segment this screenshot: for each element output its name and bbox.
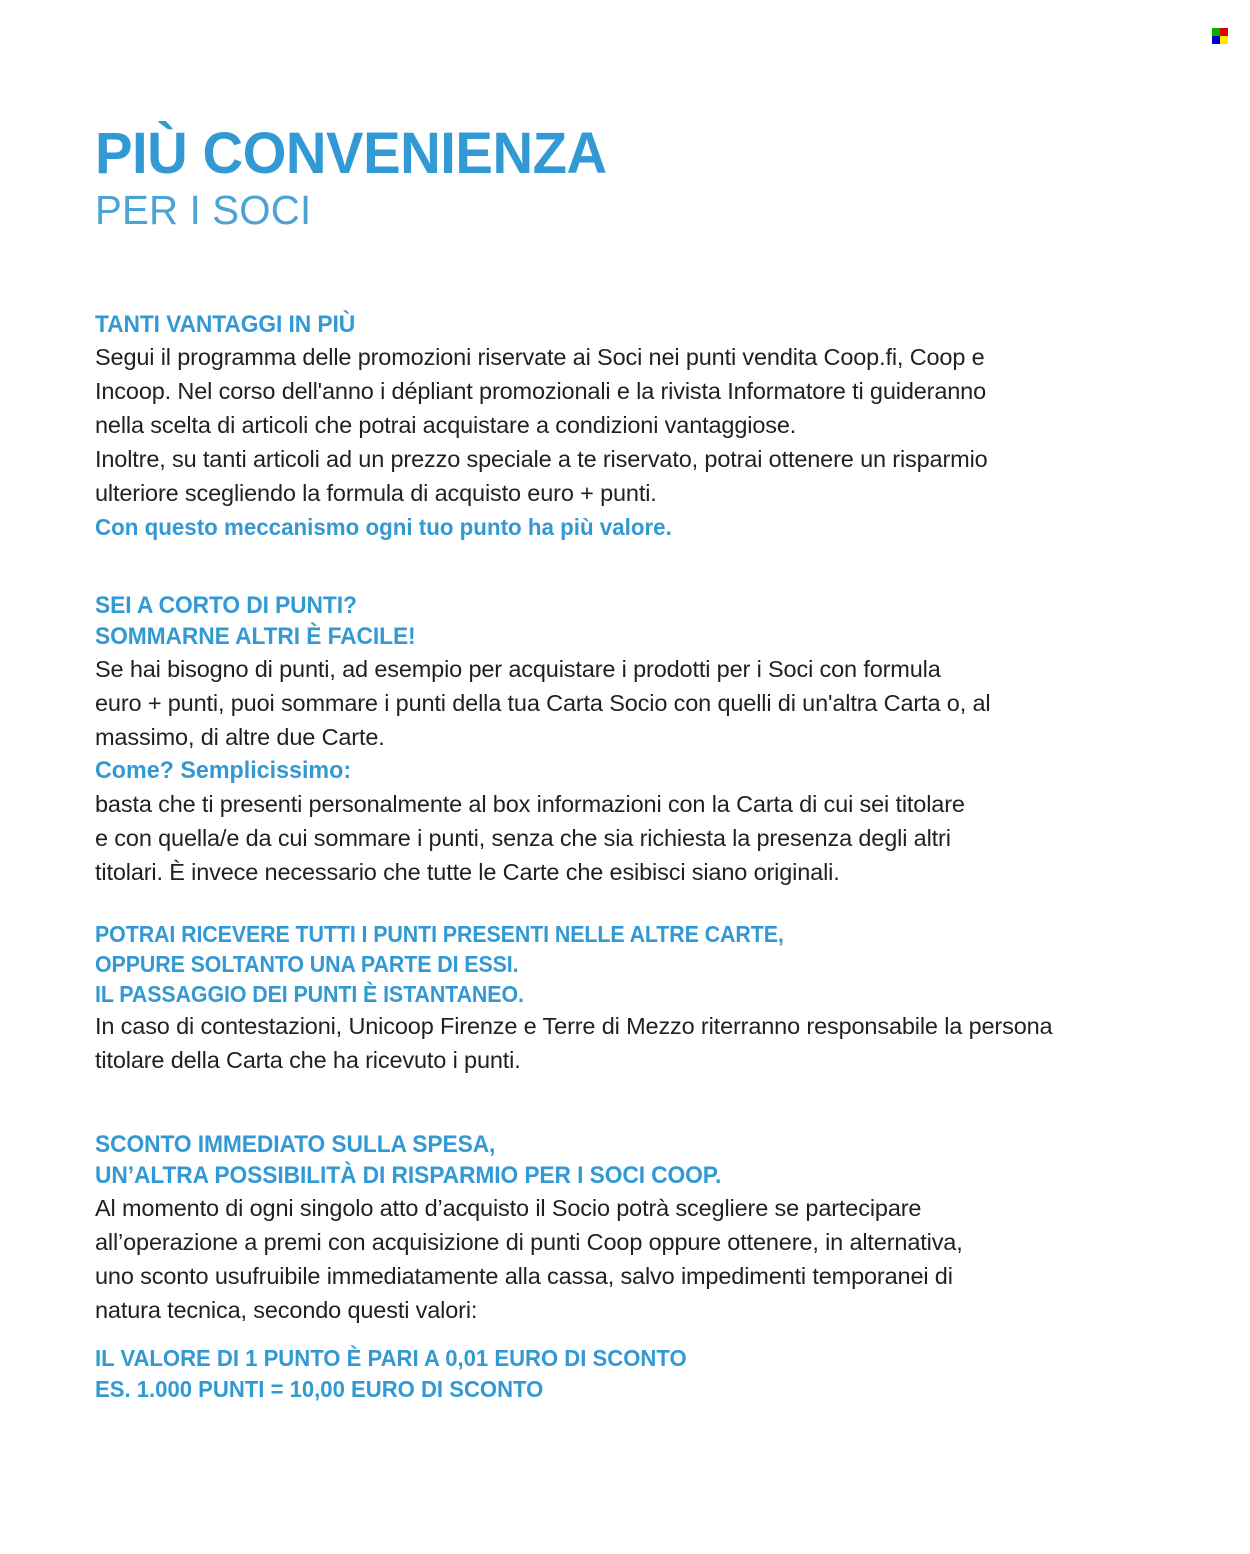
paragraph-line: ulteriore scegliendo la formula di acquisto euro + punti. xyxy=(95,480,657,506)
value-line: IL VALORE DI 1 PUNTO È PARI A 0,01 EURO DI SCONTO xyxy=(95,1345,687,1371)
section-values xyxy=(95,1343,1155,1405)
paragraph-line: natura tecnica, secondo questi valori: xyxy=(95,1297,478,1323)
section-paragraph xyxy=(95,340,1155,510)
paragraph-line: Incoop. Nel corso dell'anno i dépliant promozionali e la rivista Informatore ti guideranno xyxy=(95,378,987,404)
section-sei-a-corto-di-punti xyxy=(95,590,1155,889)
reg-swatch-red xyxy=(1220,28,1228,36)
paragraph-line: Al momento di ogni singolo atto d’acquisto il Socio potrà scegliere se partecipare xyxy=(95,1195,922,1221)
section-sconto-immediato xyxy=(95,1129,1155,1405)
paragraph-line: Se hai bisogno di punti, ad esempio per acquistare i prodotti per i Soci con formula xyxy=(95,656,941,682)
page-title: PIÙ CONVENIENZA xyxy=(95,121,607,186)
section-heading: TANTI VANTAGGI IN PIÙ xyxy=(95,311,356,338)
section-heading-line-2: SOMMARNE ALTRI È FACILE! xyxy=(95,623,416,650)
section-callout xyxy=(95,919,1155,1009)
section-spacer xyxy=(95,889,1155,919)
paragraph-line: In caso di contestazioni, Unicoop Firenze e Terre di Mezzo riterranno responsabile la persona xyxy=(95,1013,1053,1039)
paragraph-line: titolare della Carta che ha ricevuto i punti. xyxy=(95,1047,521,1073)
paragraph-line: Segui il programma delle promozioni riservate ai Soci nei punti vendita Coop.fi, Coop e xyxy=(95,344,985,370)
paragraph-line: massimo, di altre due Carte. xyxy=(95,724,385,750)
reg-swatch-green xyxy=(1212,28,1220,36)
paragraph-line: all’operazione a premi con acquisizione di punti Coop oppure ottenere, in alternativa, xyxy=(95,1229,963,1255)
section-paragraph xyxy=(95,652,1155,754)
section-heading-line-1: SEI A CORTO DI PUNTI? xyxy=(95,592,357,619)
paragraph-line: uno sconto usufruibile immediatamente alla cassa, salvo impedimenti temporanei di xyxy=(95,1263,953,1289)
section-paragraph xyxy=(95,1009,1155,1077)
body-sections xyxy=(95,309,1155,1405)
section-heading-line-2: UN’ALTRA POSSIBILITÀ DI RISPARMIO PER I SOCI COOP. xyxy=(95,1162,722,1189)
reg-swatch-blue xyxy=(1212,36,1220,44)
section-spacer xyxy=(95,1077,1155,1129)
paragraph-line: nella scelta di articoli che potrai acquistare a condizioni vantaggiose. xyxy=(95,412,797,438)
callout-line: IL PASSAGGIO DEI PUNTI È ISTANTANEO. xyxy=(95,981,524,1007)
callout-line: OPPURE SOLTANTO UNA PARTE DI ESSI. xyxy=(95,951,519,977)
reg-swatch-yellow xyxy=(1220,36,1228,44)
section-paragraph xyxy=(95,1191,1155,1327)
section-spacer xyxy=(95,544,1155,590)
cmyk-registration-mark xyxy=(1212,28,1228,44)
value-line: ES. 1.000 PUNTI = 10,00 EURO DI SCONTO xyxy=(95,1376,544,1402)
content-column xyxy=(95,0,1155,1405)
section-subheading: Come? Semplicissimo: xyxy=(95,757,352,784)
section-passaggio-punti xyxy=(95,919,1155,1077)
values-spacer xyxy=(95,1327,1155,1343)
paragraph-line: titolari. È invece necessario che tutte le Carte che esibisci siano originali. xyxy=(95,859,840,885)
paragraph-line: euro + punti, puoi sommare i punti della tua Carta Socio con quelli di un'altra Carta o, al xyxy=(95,690,991,716)
paragraph-line: Inoltre, su tanti articoli ad un prezzo speciale a te riservato, potrai ottenere un risparmio xyxy=(95,446,988,472)
paragraph-line: e con quella/e da cui sommare i punti, senza che sia richiesta la presenza degli altri xyxy=(95,825,951,851)
section-tanti-vantaggi xyxy=(95,309,1155,544)
section-paragraph-secondary xyxy=(95,787,1155,889)
page-subtitle: PER I SOCI xyxy=(95,187,312,233)
section-heading-line-1: SCONTO IMMEDIATO SULLA SPESA, xyxy=(95,1131,496,1158)
callout-line: POTRAI RICEVERE TUTTI I PUNTI PRESENTI NELLE ALTRE CARTE, xyxy=(95,921,784,947)
masthead xyxy=(95,0,1155,233)
paragraph-line: basta che ti presenti personalmente al box informazioni con la Carta di cui sei titolare xyxy=(95,791,965,817)
section-emphasis: Con questo meccanismo ogni tuo punto ha più valore. xyxy=(95,514,672,540)
